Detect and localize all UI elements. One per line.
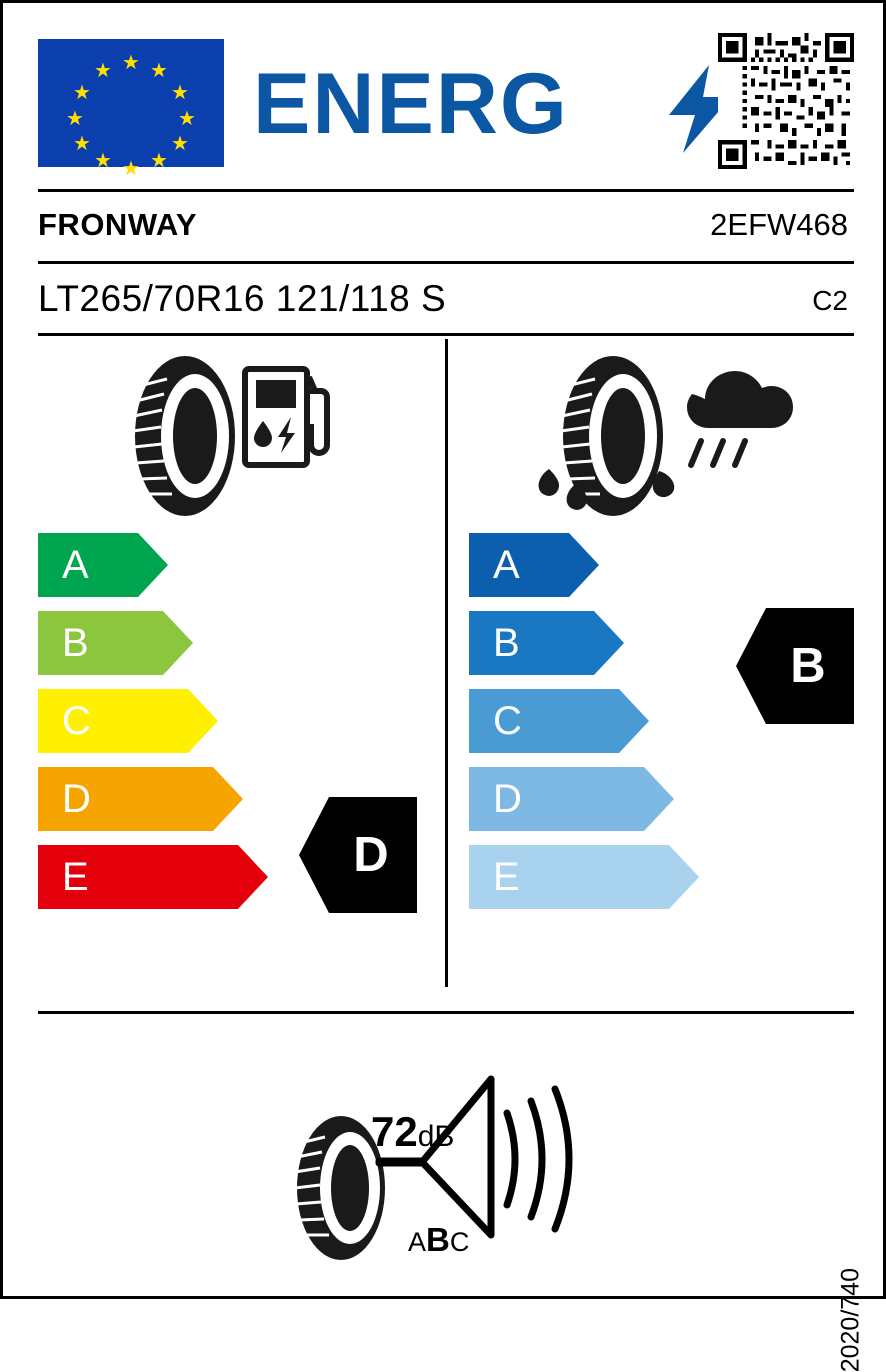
rain-cloud-icon	[687, 371, 793, 465]
star-icon: ★	[150, 150, 168, 172]
noise-class-c: C	[449, 1227, 470, 1257]
star-icon: ★	[94, 150, 112, 172]
grade-letter: B	[493, 621, 520, 665]
regulation-date-code: 2020/740	[836, 1268, 864, 1372]
star-icon: ★	[150, 60, 168, 82]
selected-grade-letter: B	[790, 639, 826, 693]
noise-class-b-selected: B	[426, 1221, 450, 1258]
divider-line	[38, 333, 854, 336]
star-icon: ★	[171, 133, 189, 155]
noise-db-unit: dB	[417, 1120, 455, 1153]
star-icon: ★	[122, 52, 140, 74]
energy-wordmark: ENERG	[253, 56, 569, 152]
eu-flag-icon	[38, 39, 224, 180]
vertical-divider	[445, 339, 448, 987]
wet-grip-selected-marker	[736, 608, 854, 724]
star-icon: ★	[178, 108, 196, 130]
grade-letter: E	[493, 855, 520, 899]
qr-code-icon	[718, 33, 854, 169]
star-icon: ★	[66, 108, 84, 130]
grade-letter: A	[493, 543, 520, 587]
grade-letter: E	[62, 855, 89, 899]
noise-class-a: A	[408, 1227, 427, 1257]
grade-letter: D	[62, 777, 91, 821]
noise-class-scale	[408, 1221, 470, 1258]
grade-letter: C	[62, 699, 91, 743]
star-icon: ★	[122, 158, 140, 180]
grip-bar-a	[469, 533, 599, 597]
fuel-pump-icon	[245, 369, 327, 465]
divider-line	[38, 189, 854, 192]
tyre-class: C2	[812, 285, 848, 316]
divider-line	[38, 1011, 854, 1014]
selected-grade-letter: D	[353, 828, 389, 882]
tyre-wet-icon	[539, 356, 675, 516]
tyre-icon	[133, 356, 235, 516]
star-icon: ★	[73, 133, 91, 155]
grade-letter: B	[62, 621, 89, 665]
fuel-drop-bolt	[254, 417, 295, 453]
tyre-size-designation: LT265/70R16 121/118 S	[38, 278, 447, 319]
sound-waves-icon	[507, 1089, 569, 1229]
supplier-name: FRONWAY	[38, 207, 198, 242]
fuel-efficiency-pictogram	[123, 351, 333, 521]
star-icon: ★	[171, 82, 189, 104]
eu-stars	[38, 39, 224, 180]
fuel-efficiency-selected-marker	[299, 797, 417, 913]
label-header	[38, 33, 854, 180]
grade-letter: A	[62, 543, 89, 587]
grade-letter: C	[493, 699, 522, 743]
star-icon: ★	[73, 82, 91, 104]
grade-bar-a	[38, 533, 168, 597]
type-identifier: 2EFW468	[710, 207, 848, 242]
noise-db-number: 72	[371, 1108, 418, 1155]
noise-value	[371, 1108, 455, 1158]
divider-line	[38, 261, 854, 264]
wet-grip-pictogram	[533, 351, 793, 526]
grade-letter: D	[493, 777, 522, 821]
star-icon: ★	[94, 60, 112, 82]
